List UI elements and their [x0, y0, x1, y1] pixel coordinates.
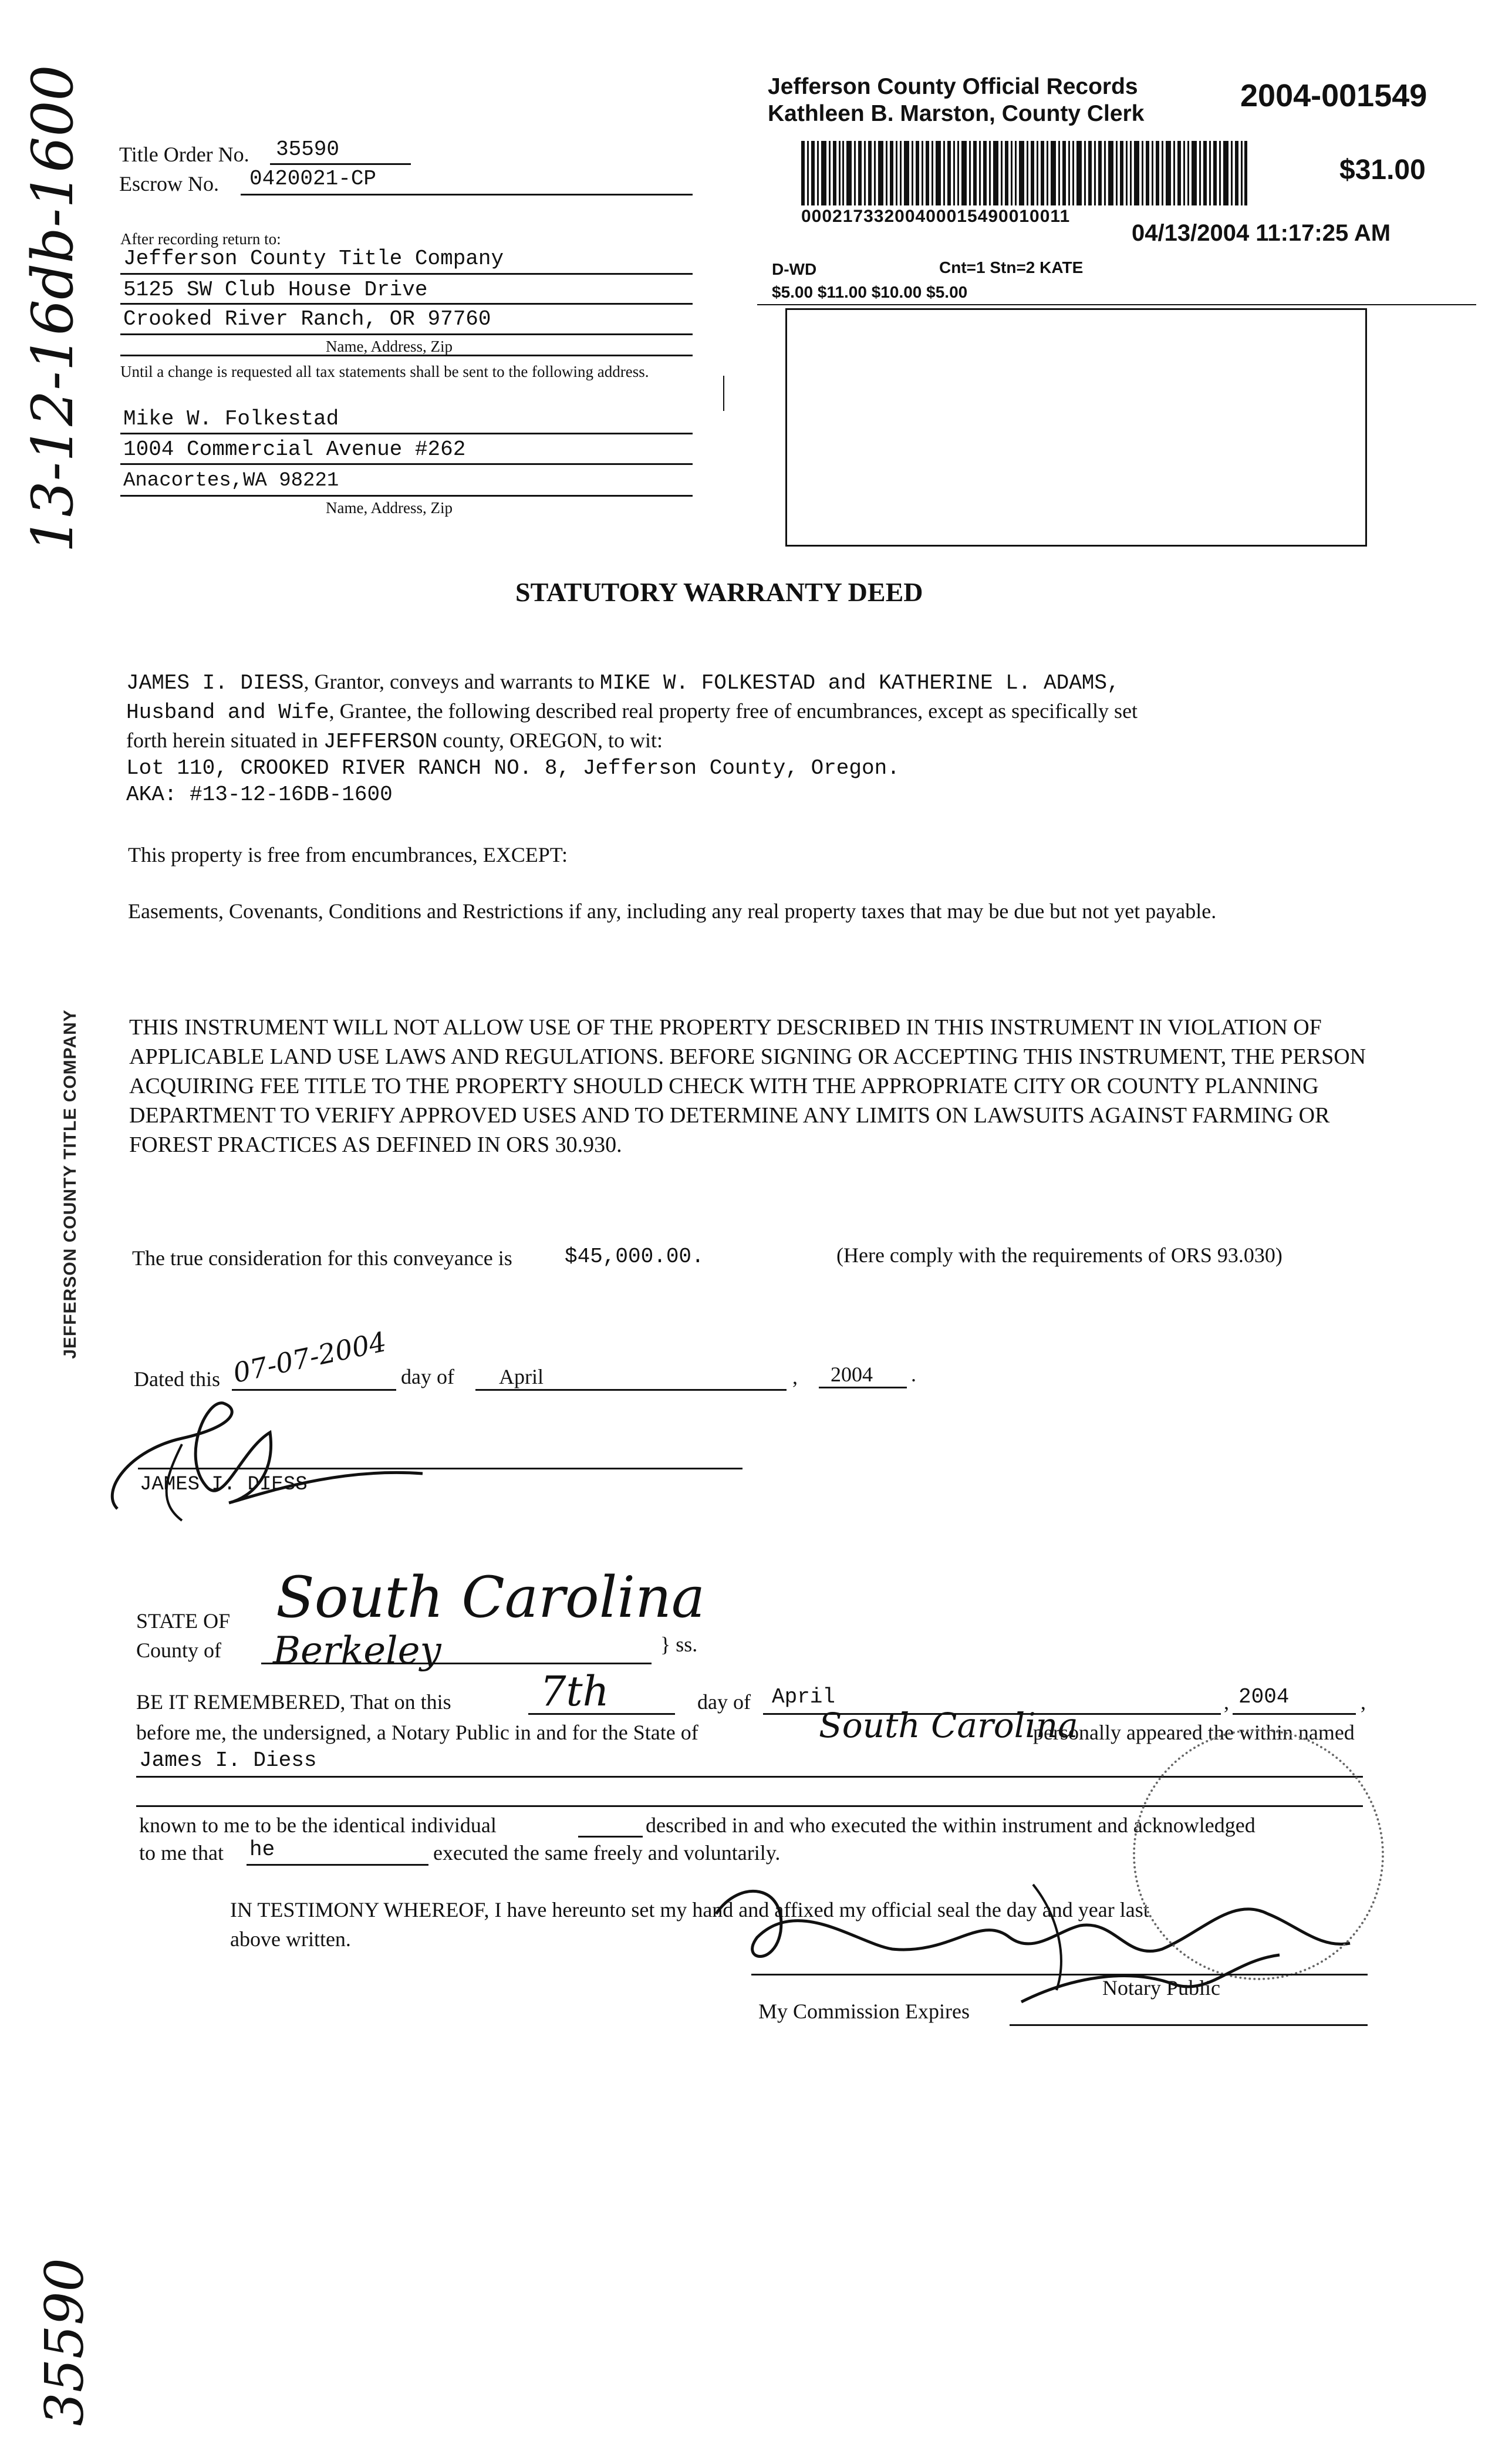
deed-title: STATUTORY WARRANTY DEED	[515, 577, 923, 607]
county-label: County of	[136, 1639, 222, 1662]
encumbrance-heading: This property is free from encumbrances, EXCEPT:	[128, 843, 568, 867]
recording-clerk: Kathleen B. Marston, County Clerk	[768, 101, 1145, 126]
situated-text: forth herein situated in	[126, 729, 318, 752]
notary-day-of: day of	[697, 1690, 751, 1714]
margin-order-handwriting: 35590	[33, 2258, 96, 2426]
title-order-value: 35590	[276, 137, 340, 161]
dated-period: .	[911, 1363, 916, 1386]
escrow-value: 0420021-CP	[249, 167, 377, 191]
appearing-person: James I. Diess	[139, 1748, 317, 1772]
grantee-names: MIKE W. FOLKESTAD and KATHERINE L. ADAMS,	[599, 671, 1120, 695]
executed-text: executed the same freely and voluntarily.	[433, 1841, 781, 1865]
recording-type-code: D-WD	[772, 260, 817, 278]
consideration-value: $45,000.00.	[565, 1245, 704, 1269]
land-use-warning: THIS INSTRUMENT WILL NOT ALLOW USE OF THE PROPERTY DESCRIBED IN THIS INSTRUMENT IN VIOLATION OF APPLICABLE LAND USE LAWS AND REGULATIONS. BEFORE SIGNING OR ACCEPTING THIS INSTRUMENT, THE PERSON ACQUIRING FEE TITLE TO THE PROPERTY SHOULD CHECK WITH THE APPROPRIATE CITY OR COUNTY PLANNING DEPARTMENT TO VERIFY APPROVED USES AND TO DETERMINE ANY LIMITS ON LAWSUITS AGAINST FARMING OR FOREST PRACTICES AS DEFINED IN ORS 30.930.	[129, 1015, 1366, 1157]
dated-day-of: day of	[401, 1365, 454, 1388]
recording-doc-number: 2004-001549	[1240, 78, 1427, 113]
escrow-label: Escrow No.	[119, 172, 219, 195]
after-recording-label: After recording return to:	[120, 230, 281, 248]
tax-line-1: Mike W. Folkestad	[123, 407, 339, 431]
testimony-text: IN TESTIMONY WHEREOF, I have hereunto set my hand and affixed my official seal the day and year last	[230, 1898, 1149, 1921]
ors-note: (Here comply with the requirements of ORS 93.030)	[836, 1243, 1283, 1267]
county-name: JEFFERSON	[323, 730, 438, 754]
dated-label: Dated this	[134, 1367, 220, 1391]
barcode-digits: 00021733200400015490010011	[801, 207, 1071, 226]
personally-text: personally appeared the within named	[1033, 1721, 1355, 1744]
barcode	[801, 141, 1247, 205]
commission-label: My Commission Expires	[758, 2000, 970, 2023]
county-handwriting: Berkeley	[273, 1629, 441, 1673]
consideration-label: The true consideration for this conveyance is	[132, 1246, 512, 1270]
tax-line-3: Anacortes,WA 98221	[123, 470, 339, 492]
dated-month: April	[499, 1365, 544, 1388]
name-address-zip-caption-2: Name, Address, Zip	[326, 499, 453, 517]
recording-datetime: 04/13/2004 11:17:25 AM	[1132, 220, 1391, 246]
before-me-text: before me, the undersigned, a Notary Public in and for the State of	[136, 1721, 698, 1744]
ss-label: } ss.	[660, 1633, 698, 1656]
recording-box	[785, 308, 1367, 547]
known-text: known to me to be the identical individual	[139, 1813, 497, 1837]
remembered-text: BE IT REMEMBERED, That on this	[136, 1690, 451, 1714]
return-line-3: Crooked River Ranch, OR 97760	[123, 307, 491, 331]
title-order-label: Title Order No.	[119, 143, 249, 166]
return-line-2: 5125 SW Club House Drive	[123, 278, 428, 302]
notary-comma: ,	[1224, 1690, 1229, 1714]
state-handwriting: South Carolina	[276, 1565, 706, 1630]
notary-seal	[1133, 1729, 1384, 1980]
deed-line-1	[126, 669, 1120, 695]
margin-company-stamp: JEFFERSON COUNTY TITLE COMPANY	[60, 1009, 80, 1359]
return-line-1: Jefferson County Title Company	[123, 247, 504, 271]
described-text: described in and who executed the within instrument and acknowledged	[646, 1813, 1256, 1837]
legal-description-1: Lot 110, CROOKED RIVER RANCH NO. 8, Jefferson County, Oregon.	[126, 756, 900, 780]
margin-parcel-handwriting: 13-12-16db-1600	[20, 65, 86, 553]
grantor-signature-name: JAMES I. DIESS	[140, 1474, 308, 1496]
tax-statement-note: Until a change is requested all tax statements shall be sent to the following address.	[120, 363, 649, 380]
dated-day-handwriting: 07-07-2004	[230, 1326, 389, 1389]
name-address-zip-caption: Name, Address, Zip	[326, 338, 453, 355]
situated-tail: county, OREGON, to wit:	[443, 729, 663, 752]
recording-office: Jefferson County Official Records	[768, 74, 1138, 99]
notary-month: April	[772, 1685, 836, 1709]
to-me-text: to me that	[139, 1841, 224, 1865]
recording-fee: $31.00	[1339, 154, 1426, 186]
grantor-signature	[94, 1385, 423, 1538]
above-written-text: above written.	[230, 1927, 351, 1951]
grantee-relation: Husband and Wife	[126, 700, 329, 724]
grantor-name: JAMES I. DIESS	[126, 671, 304, 695]
notary-comma-2: ,	[1361, 1690, 1366, 1714]
state-label: STATE OF	[136, 1609, 231, 1633]
notary-day-handwriting: 7th	[540, 1667, 609, 1715]
legal-description-2: AKA: #13-12-16DB-1600	[126, 783, 393, 807]
grantee-tail: , Grantee, the following described real property free of encumbrances, except as specifically set	[329, 699, 1138, 723]
deed-line-3	[126, 728, 663, 754]
notary-public-label: Notary Public	[1102, 1976, 1220, 2000]
recording-counts: Cnt=1 Stn=2 KATE	[939, 258, 1084, 277]
conveys-text: , Grantor, conveys and warrants to	[303, 670, 595, 693]
deed-line-2	[126, 699, 1138, 724]
notary-year: 2004	[1238, 1685, 1290, 1709]
dated-comma: ,	[792, 1365, 798, 1388]
tax-line-2: 1004 Commercial Avenue #262	[123, 437, 466, 461]
recording-fees-line: $5.00 $11.00 $10.00 $5.00	[772, 283, 968, 301]
exceptions-text: Easements, Covenants, Conditions and Restrictions if any, including any real property taxes that may be due but not yet payable.	[128, 899, 1217, 923]
pronoun-value: he	[249, 1838, 275, 1862]
dated-year: 2004	[831, 1363, 873, 1386]
notary-state-handwriting: South Carolina	[819, 1705, 1078, 1745]
